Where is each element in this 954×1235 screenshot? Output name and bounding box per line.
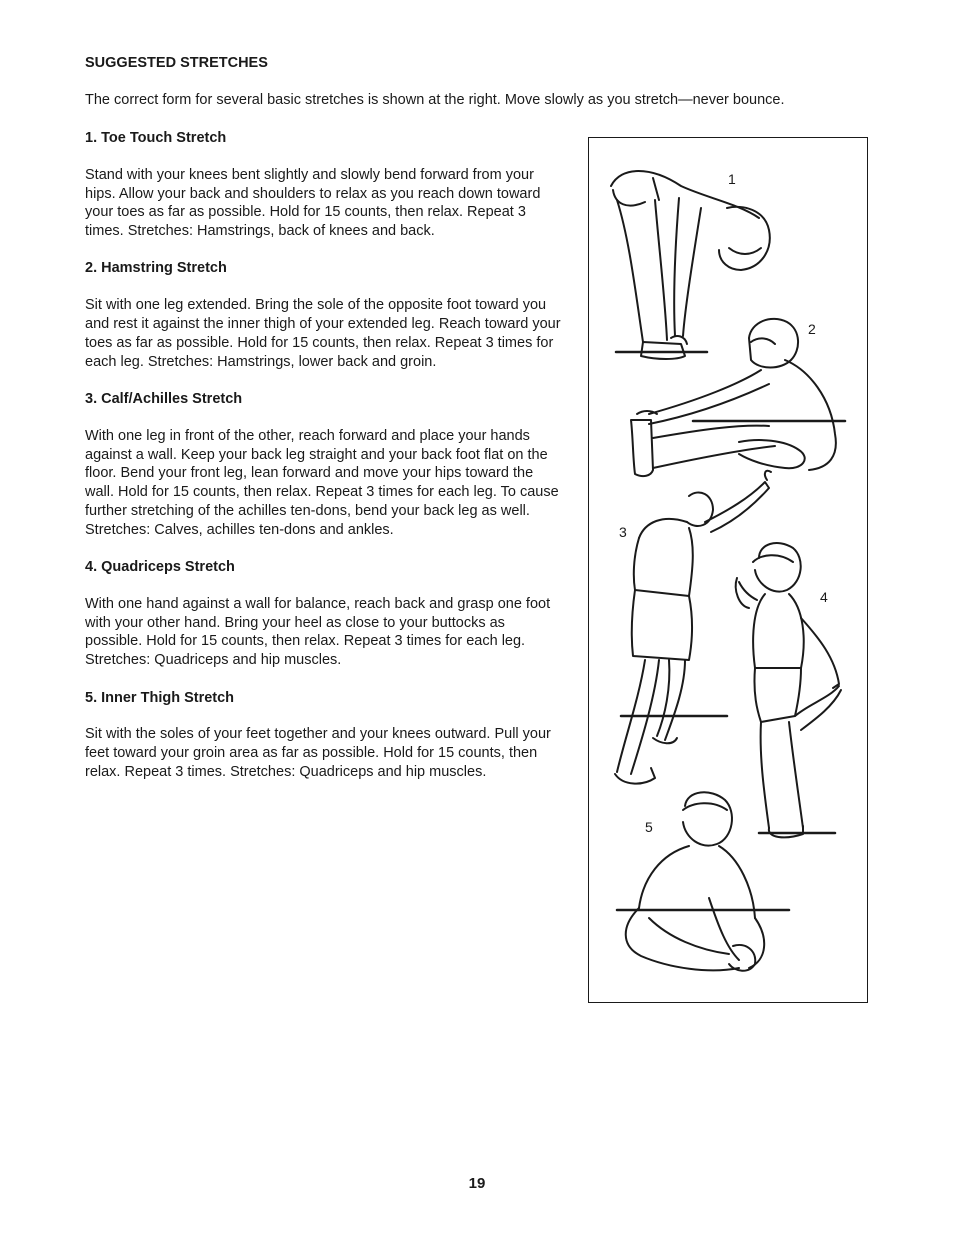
stretch-item-inner-thigh [85, 689, 561, 782]
stretch-illustrations [589, 138, 869, 1004]
stretch-title: 1. Toe Touch Stretch [85, 130, 227, 146]
figure-label-3: 3 [619, 524, 627, 540]
toe-touch-figure [611, 171, 770, 359]
figure-label-2: 2 [808, 321, 816, 337]
stretch-item-quadriceps [85, 558, 561, 670]
stretch-description: With one leg in front of the other, reach forward and place your hands against a wall. Keep your back leg straight and your back foot flat on the floor. Bend your front leg, lean forward and move your hips toward the wall. Hold for 15 counts, then relax. Repeat 3 times for each leg. To cause further stretching of the achilles ten-dons, bend your back leg as well. Stretches: Calves, achilles ten-dons and ankles. [85, 427, 559, 538]
page-heading: SUGGESTED STRETCHES [85, 55, 268, 71]
inner-thigh-stretch-figure [617, 792, 789, 970]
stretch-title: 5. Inner Thigh Stretch [85, 689, 235, 706]
stretch-description: With one hand against a wall for balance, reach back and grasp one foot with your other hand. Bring your heel as close to your buttocks as possible. Hold for 15 counts, then relax. Repeat 3 times for each leg. Stretches: Quadriceps and hip muscles. [85, 595, 551, 669]
stretch-title: 3. Calf/Achilles Stretch [85, 390, 243, 407]
stretch-description: Sit with the soles of your feet together and your knees outward. Pull your feet toward your groin area as far as possible. Hold for 15 counts, then relax. Repeat 3 times. Stretches: Quadriceps and hip muscles. [85, 726, 551, 780]
stretch-title: 2. Hamstring Stretch [85, 260, 227, 277]
stretch-illustrations-panel [588, 137, 868, 1003]
figure-label-4: 4 [820, 589, 828, 605]
stretch-item-hamstring [85, 259, 561, 371]
stretch-description: Sit with one leg extended. Bring the sole of the opposite foot toward you and rest it against the inner thigh of your extended leg. Reach toward your toes as far as possible. Hold for 15 counts, then relax. Repeat 3 times for each leg. Stretches: Hamstrings, lower back and groin. [85, 297, 561, 370]
figure-label-5: 5 [645, 819, 653, 835]
figure-label-1: 1 [728, 171, 736, 187]
intro-text: The correct form for several basic stretches is shown at the right. Move slowly as you stretch—never bounce. [85, 92, 785, 108]
stretch-description: Stand with your knees bent slightly and slowly bend forward from your hips. Allow your back and shoulders to relax as you reach down toward your toes as far as possible. Hold for 15 counts, then relax. Repeat 3 times. Stretches: Hamstrings, back of knees and back. [85, 166, 541, 240]
stretch-item-calf-achilles [85, 390, 561, 540]
stretch-list [85, 129, 561, 800]
stretch-title: 4. Quadriceps Stretch [85, 559, 235, 576]
quadriceps-stretch-figure [736, 543, 841, 837]
stretch-item-toe-touch [85, 129, 561, 241]
page-number: 19 [468, 1175, 486, 1192]
calf-stretch-figure [615, 471, 771, 784]
